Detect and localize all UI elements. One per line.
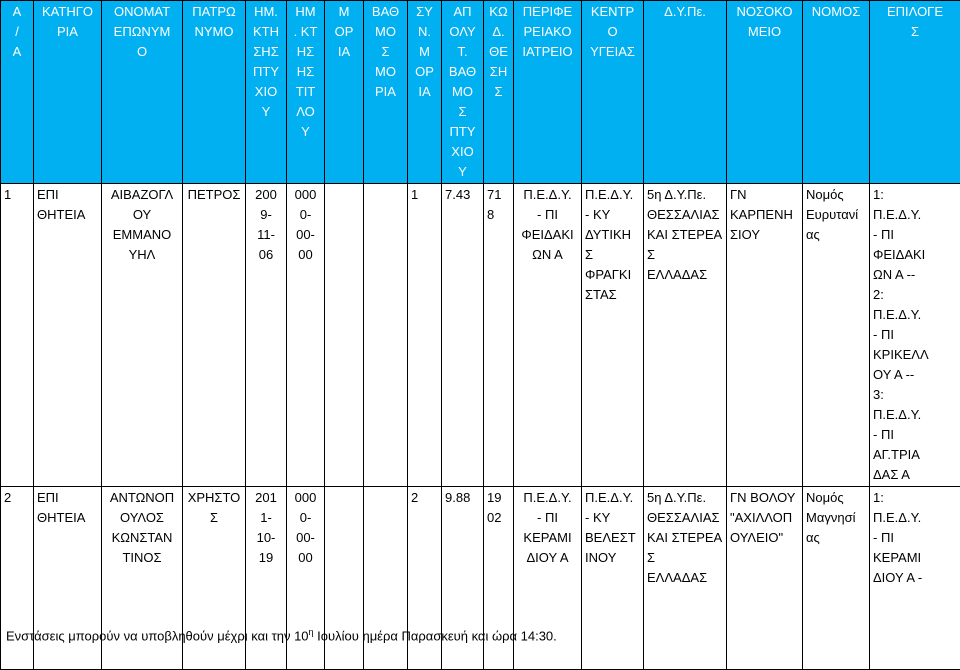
- table-cell: 1: Π.Ε.Δ.Υ. - ΠΙ ΦΕΙΔΑΚΙ ΩΝ Α -- 2: Π.Ε.Δ.Υ. - ΠΙ ΚΡΙΚΕΛΛ ΟΥ Α -- 3: Π.Ε.Δ.Υ. - ΠΙ ΑΓ.ΤΡΙΑ ΔΑΣ Α: [870, 184, 960, 487]
- table-cell: Π.Ε.Δ.Υ. - ΠΙ ΚΕΡΑΜΙ ΔΙΟΥ Α: [514, 487, 582, 670]
- table-cell: 200 9- 11- 06: [246, 184, 287, 487]
- header-cell: ΠΕΡΙΦΕ ΡΕΙΑΚΟ ΙΑΤΡΕΙΟ: [514, 1, 582, 184]
- table-cell: [325, 184, 364, 487]
- header-cell: ΑΠ ΟΛΥ Τ. ΒΑΘ ΜΟ Σ ΠΤΥ ΧΙΟ Υ: [442, 1, 484, 184]
- table-cell: Π.Ε.Δ.Υ. - ΚΥ ΔΥΤΙΚΗ Σ ΦΡΑΓΚΙ ΣΤΑΣ: [582, 184, 644, 487]
- table-cell: 2: [1, 487, 34, 670]
- table-cell: 5η Δ.Υ.Πε. ΘΕΣΣΑΛΙΑΣ ΚΑΙ ΣΤΕΡΕΑΣ ΕΛΛΑΔΑΣ: [644, 487, 727, 670]
- table-cell: 5η Δ.Υ.Πε. ΘΕΣΣΑΛΙΑΣ ΚΑΙ ΣΤΕΡΕΑΣ ΕΛΛΑΔΑΣ: [644, 184, 727, 487]
- table-cell: ΓΝ ΒΟΛΟΥ "ΑΧΙΛΛΟΠ ΟΥΛΕΙΟ": [727, 487, 803, 670]
- header-cell: ΕΠΙΛΟΓΕ Σ: [870, 1, 960, 184]
- header-cell: ΠΑΤΡΩ ΝΥΜΟ: [183, 1, 246, 184]
- header-cell: Α / Α: [1, 1, 34, 184]
- table-cell: 19 02: [484, 487, 514, 670]
- table-cell: 7.43: [442, 184, 484, 487]
- table-cell: ΧΡΗΣΤΟ Σ: [183, 487, 246, 670]
- table-cell: ΓΝ ΚΑΡΠΕΝΗ ΣΙΟΥ: [727, 184, 803, 487]
- table-cell: 9.88: [442, 487, 484, 670]
- table-cell: 1: [408, 184, 442, 487]
- table-cell: 201 1- 10- 19: [246, 487, 287, 670]
- table-cell: ΑΝΤΩΝΟΠ ΟΥΛΟΣ ΚΩΝΣΤΑΝ ΤΙΝΟΣ: [102, 487, 183, 670]
- table-cell: Π.Ε.Δ.Υ. - ΠΙ ΦΕΙΔΑΚΙ ΩΝ Α: [514, 184, 582, 487]
- header-cell: ΚΩ Δ. ΘΕ ΣΗ Σ: [484, 1, 514, 184]
- table-cell: 2: [408, 487, 442, 670]
- table-cell: ΠΕΤΡΟΣ: [183, 184, 246, 487]
- note-ordinal-suffix: η: [309, 627, 314, 637]
- header-cell: ΝΟΣΟΚΟ ΜΕΙΟ: [727, 1, 803, 184]
- header-cell: ΝΟΜΟΣ: [803, 1, 870, 184]
- table-cell: 000 0- 00- 00: [287, 487, 325, 670]
- table-cell: ΕΠΙ ΘΗΤΕΙΑ: [34, 184, 102, 487]
- header-row: [1, 1, 960, 184]
- header-cell: Δ.Υ.Πε.: [644, 1, 727, 184]
- table-cell: 1: Π.Ε.Δ.Υ. - ΠΙ ΚΕΡΑΜΙ ΔΙΟΥ Α -: [870, 487, 960, 670]
- header-cell: ΚΕΝΤΡ Ο ΥΓΕΙΑΣ: [582, 1, 644, 184]
- table-cell: 000 0- 00- 00: [287, 184, 325, 487]
- header-cell: Μ ΟΡ ΙΑ: [325, 1, 364, 184]
- table-cell: 1: [1, 184, 34, 487]
- note-text-end: Ιουλίου ημέρα Παρασκευή και ώρα 14:30.: [314, 628, 557, 643]
- table-cell: ΕΠΙ ΘΗΤΕΙΑ: [34, 487, 102, 670]
- table-cell: Νομός Μαγνησί ας: [803, 487, 870, 670]
- header-cell: ΒΑΘ ΜΟ Σ ΜΟ ΡΙΑ: [364, 1, 408, 184]
- table-cell: [364, 184, 408, 487]
- note-text-start: Ενστάσεις μπορούν να υποβληθούν μέχρι και την 10: [6, 628, 309, 643]
- header-cell: ΗΜ . ΚΤ ΗΣ ΗΣ ΤΙΤ ΛΟ Υ: [287, 1, 325, 184]
- header-cell: ΗΜ. ΚΤΗ ΣΗΣ ΠΤΥ ΧΙΟ Υ: [246, 1, 287, 184]
- header-cell: ΣΥ Ν. Μ ΟΡ ΙΑ: [408, 1, 442, 184]
- table-cell: Π.Ε.Δ.Υ. - ΚΥ ΒΕΛΕΣΤ ΙΝΟΥ: [582, 487, 644, 670]
- table-row: [1, 184, 960, 487]
- table-cell: ΑΙΒΑΖΟΓΛ ΟΥ ΕΜΜΑΝΟ ΥΗΛ: [102, 184, 183, 487]
- table-cell: Νομός Ευρυτανί ας: [803, 184, 870, 487]
- objections-deadline-note: [6, 627, 557, 643]
- header-cell: ΚΑΤΗΓΟ ΡΙΑ: [34, 1, 102, 184]
- header-cell: ΟΝΟΜΑΤ ΕΠΩΝΥΜ Ο: [102, 1, 183, 184]
- table-cell: 71 8: [484, 184, 514, 487]
